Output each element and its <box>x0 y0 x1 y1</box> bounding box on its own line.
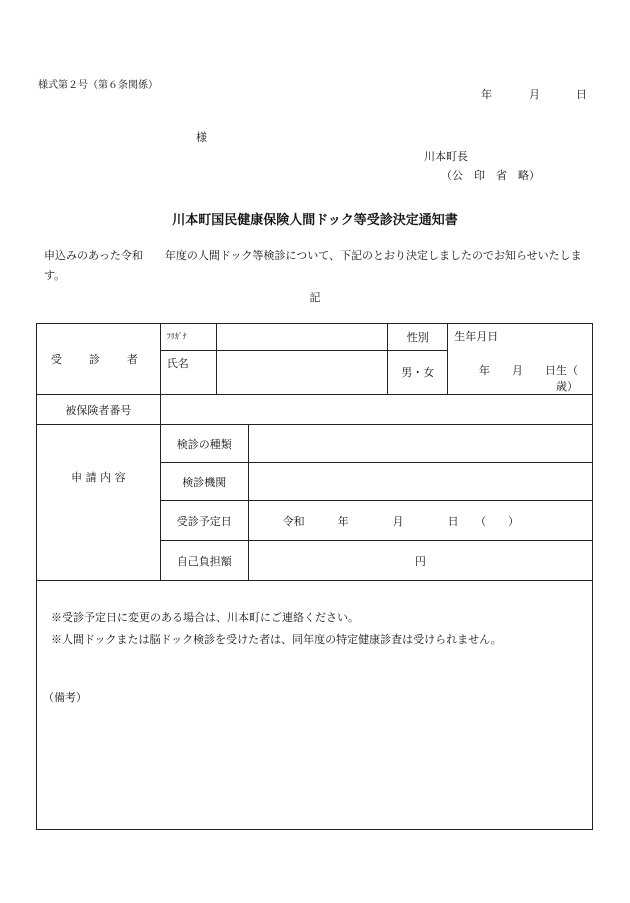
self-pay-value[interactable]: 円 <box>248 541 592 581</box>
notice-form-table <box>36 323 600 830</box>
notes-cell <box>37 581 593 830</box>
name-field[interactable] <box>216 350 388 394</box>
notice-body-text: 申込みのあった令和 年度の人間ドック等検診について、下記のとおり決定しましたのでお知らせいたします。 <box>44 249 582 282</box>
sex-value[interactable]: 男・女 <box>388 350 448 394</box>
exam-type-field[interactable] <box>248 425 592 463</box>
exam-institution-label: 検診機関 <box>160 463 248 501</box>
remarks-label: （備考） <box>43 691 87 704</box>
birth-date-cell[interactable] <box>448 324 600 395</box>
date-day-label: 日 <box>576 88 587 101</box>
document-title: 川本町国民健康保険人間ドック等受診決定通知書 <box>172 213 458 228</box>
application-label: 申 請 内 容 <box>37 425 161 581</box>
date-year-label: 年 <box>481 88 492 101</box>
birth-date-label: 生年月日 <box>454 330 499 343</box>
self-pay-label: 自己負担額 <box>160 541 248 581</box>
exam-type-label: 検診の種類 <box>160 425 248 463</box>
name-label: 氏名 <box>160 350 216 394</box>
addressee-suffix: 様 <box>196 131 207 144</box>
form-number: 様式第２号（第６条関係） <box>38 80 158 91</box>
examinee-label: 受 診 者 <box>37 324 161 395</box>
scheduled-date-label: 受診予定日 <box>160 501 248 541</box>
exam-institution-field[interactable] <box>248 463 592 501</box>
issuer: 川本町長 <box>424 150 468 163</box>
insured-number-label: 被保険者番号 <box>37 395 161 425</box>
note-schedule-change: ※受診予定日に変更のある場合は、川本町にご連絡ください。 <box>51 611 359 624</box>
seal-omitted-note: （公 印 省 略） <box>441 169 540 182</box>
furigana-label: ﾌﾘｶﾞﾅ <box>160 324 216 351</box>
furigana-field[interactable] <box>216 324 388 351</box>
sex-label: 性別 <box>388 324 448 351</box>
scheduled-date-value[interactable]: 令和 年 月 日 （ ） <box>248 501 592 541</box>
note-dock-exam: ※人間ドックまたは脳ドック検診を受けた者は、同年度の特定健康診査は受けられません。 <box>51 633 502 646</box>
insured-number-field[interactable] <box>160 395 592 425</box>
birth-date-value: 年 月 日生（ 歳） <box>479 364 600 393</box>
date-month-label: 月 <box>529 88 540 101</box>
ki-heading: 記 <box>309 291 321 304</box>
